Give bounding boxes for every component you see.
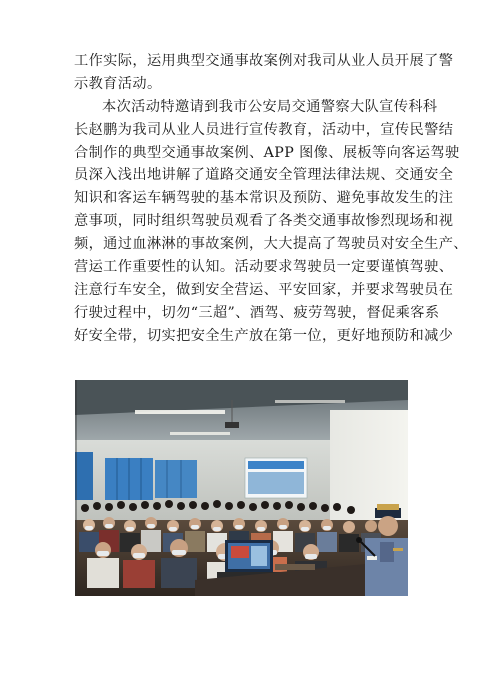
document-body bbox=[74, 50, 468, 348]
paragraph-line: 本次活动特邀请到我市公安局交通警察大队宣传科科 bbox=[102, 98, 438, 115]
paragraph-line: 知识和客运车辆驾驶的基本常识及预防、避免事故发生的注 bbox=[74, 190, 454, 207]
meeting-room-photo bbox=[75, 380, 408, 596]
paragraph-line: 示教育活动。 bbox=[74, 75, 162, 92]
paragraph-line: 营运工作重要性的认知。活动要求驾驶员一定要谨慎驾驶、 bbox=[74, 259, 454, 276]
paragraph-line: 行驶过程中，切勿“三超”、酒驾、疲劳驾驶，督促乘客系 bbox=[74, 304, 440, 321]
paragraph-line: 工作实际，运用典型交通事故案例对我司从业人员开展了警 bbox=[74, 53, 454, 69]
paragraph-line: 频，通过血淋淋的事故案例，大大提高了驾驶员对安全生产、 bbox=[74, 236, 468, 253]
paragraph-line: 好安全带，切实把安全生产放在第一位，更好地预防和减少 bbox=[74, 327, 454, 344]
paragraph-line: 意事项，同时组织驾驶员观看了各类交通事故惨烈现场和视 bbox=[74, 213, 454, 230]
paragraph-line: 员深入浅出地讲解了道路交通安全管理法律法规、交通安全 bbox=[74, 167, 454, 184]
paragraph-line: 注意行车安全，做到安全营运、平安回家，并要求驾驶员在 bbox=[74, 281, 454, 298]
paragraph-line: 长赵鹏为我司从业人员进行宣传教育，活动中，宣传民警结 bbox=[74, 121, 454, 138]
paragraph-line: 合制作的典型交通事故案例、APP 图像、展板等向客运驾驶 bbox=[74, 144, 460, 161]
